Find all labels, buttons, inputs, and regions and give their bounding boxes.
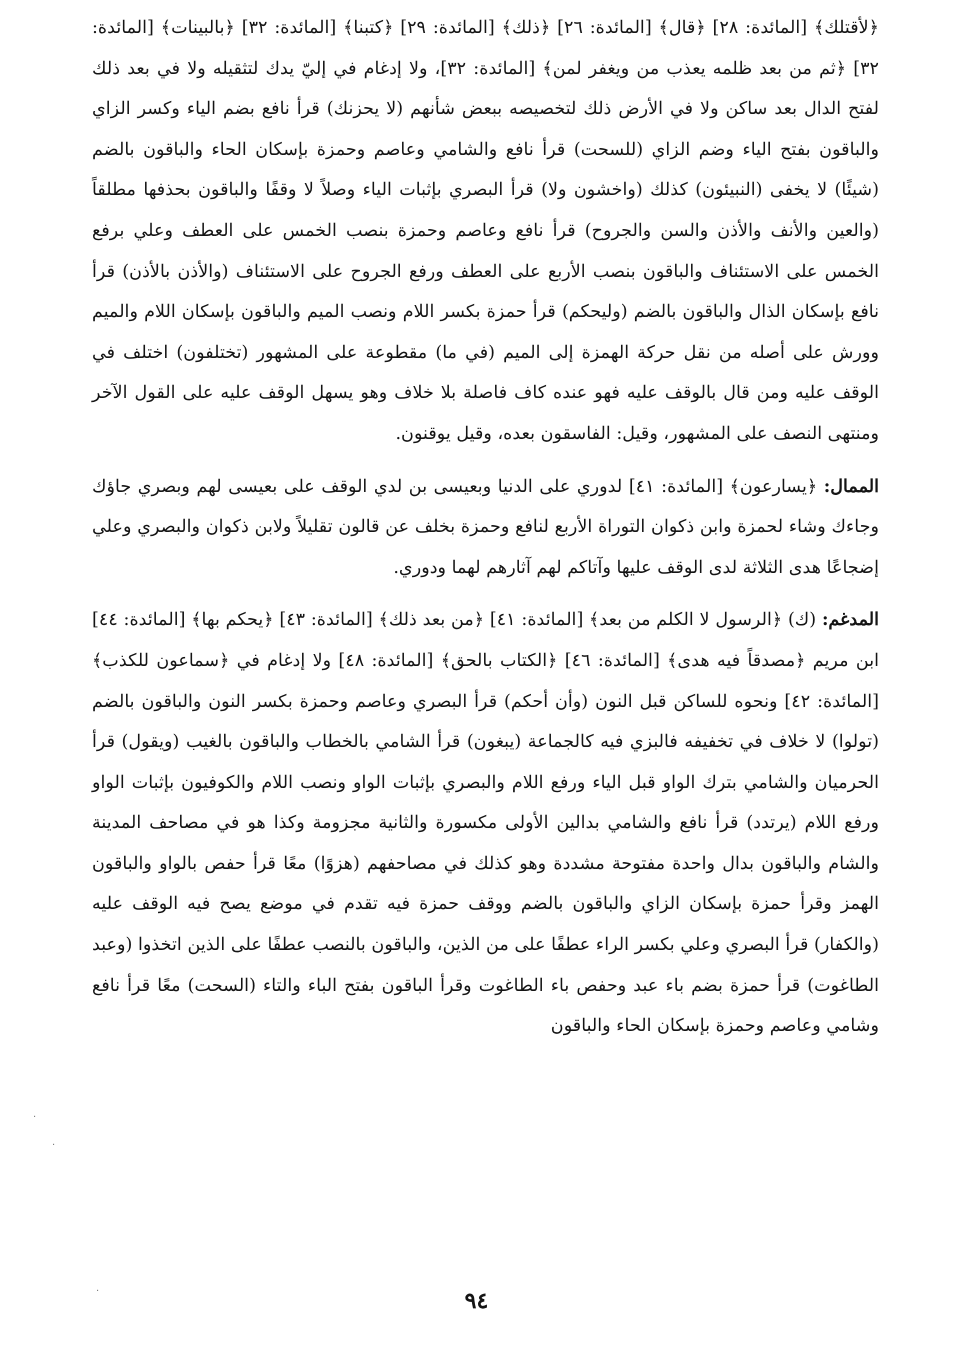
scan-speck: · <box>33 1112 37 1123</box>
page-number: ٩٤ <box>464 1288 489 1314</box>
paragraph-1 <box>92 8 879 455</box>
scan-speck: · <box>52 1140 56 1151</box>
paragraph-3 <box>92 600 879 1047</box>
scan-speck: · <box>96 1286 100 1297</box>
paragraph-3-label: المدغم: <box>821 609 879 631</box>
paragraph-1-text: ﴿لأقتلك﴾ [المائدة: ٢٨] ﴿قال﴾ [المائدة: ٢٦] ﴿ذلك﴾ [المائدة: ٢٩] ﴿كتبنا﴾ [المائدة: ٣٢] ﴿بالبينات﴾ [المائدة: ٣٢] ﴿ثم من بعد ظلمه يعذب من ويغفر لمن﴾ [المائدة: ٣٢]، ولا إدغام في إليّ يدك لتثقيله ولا في بعد ذلك لفتح الدال بعد ساكن ولا في الأرض ذلك لتخصيصه ببعض شأنهم (لا يحزنك) قرأ نافع بضم الياء وكسر الزاي والباقون بفتح الياء وضم الزاي (للسحت) قرأ نافع والشامي وعاصم وحمزة بإسكان الحاء والباقون بالضم (شيئًا) لا يخفى (النبيئون) كذلك (واخشون ولا) قرأ البصري بإثبات الياء وصلاً لا وقفًا والباقون بحذفها مطلقاً (والعين والأنف والأذن والسن والجروح) قرأ نافع وعاصم وحمزة بنصب الخمس على العطف وعلي برفع الخمس على الاستئناف والباقون بنصب الأربع على العطف ورفع الجروح على الاستئناف (والأذن بالأذن) قرأ نافع بإسكان الذال والباقون بالضم (وليحكم) قرأ حمزة بكسر اللام ونصب الميم والباقون بإسكان اللام والميم وورش على أصله من نقل حركة الهمزة إلى الميم (في ما) مقطوعة على المشهور (تختلفون) اختلف في الوقف عليه ومن قال بالوقف عليه فهو عنده كاف فاصلة بلا خلاف وهو يسهل الوقف عليه على القول الآخر ومنتهى النصف على المشهور، وقيل: الفاسقون بعده، وقيل يوقنون. <box>92 18 879 444</box>
paragraph-2-label: الممال: <box>823 475 879 497</box>
page-body <box>92 8 879 1047</box>
paragraph-3-text: (ك) ﴿الرسول لا الكلم من بعد﴾ [المائدة: ٤١] ﴿من بعد ذلك﴾ [المائدة: ٤٣] ﴿يحكم بها﴾ [المائدة: ٤٤] ابن مريم ﴿مصدقاً فيه هدى﴾ [المائدة: ٤٦] ﴿الكتاب بالحق﴾ [المائدة: ٤٨] ولا إدغام في ﴿سماعون للكذب﴾ [المائدة: ٤٢] ونحوه للساكن قبل النون (وأن أحكم) قرأ البصري وعاصم وحمزة بكسر النون والباقون بالضم (تولوا) لا خلاف في تخفيفه فالبزي فيه كالجماعة (يبغون) قرأ الشامي بالخطاب والباقون بالغيب (ويقول) قرأ الحرميان والشامي بترك الواو قبل الياء ورفع اللام والبصري بإثبات الواو ونصب اللام والكوفيون بإثبات الواو ورفع اللام (يرتدد) قرأ نافع والشامي بدالين الأولى مكسورة والثانية مجزومة وكذا هو في مصاحف المدينة والشام والباقون بدال واحدة مفتوحة مشددة وهو كذلك في مصاحفهم (هزوًا) معًا قرأ حفص بالواو والباقون الهمز وقرأ حمزة بإسكان الزاي والباقون بالضم ووقف حمزة فيه تقدم في موضع يصح فيه الوقف عليه (والكفار) قرأ البصري وعلي بكسر الراء عطفًا على من الذين، والباقون بالنصب عطفًا على الذين اتخذوا (وعبد الطاغوت) قرأ حمزة بضم باء عبد وحفص باء الطاغوت وقرأ الباقون بفتح الباء والتاء (السحت) معًا قرأ نافع وشامي وعاصم وحمزة بإسكان الحاء والباقون <box>92 610 879 1037</box>
paragraph-2 <box>92 467 879 589</box>
paragraph-2-text: ﴿يسارعون﴾ [المائدة: ٤١] لدوري على الدنيا وبعيسى بن لدي الوقف على بعيسى لهم وبصري جاؤك وجاءك وشاء لحمزة وابن ذكوان التوراة الأربع لنافع وحمزة بخلف عن قالون تقليلاً ولابن ذكوان والبصري وعلي إضجاعًا هدى الثلاثة لدى الوقف عليها وآتاكم لهم آثارهم لهما ودوري. <box>92 476 879 578</box>
